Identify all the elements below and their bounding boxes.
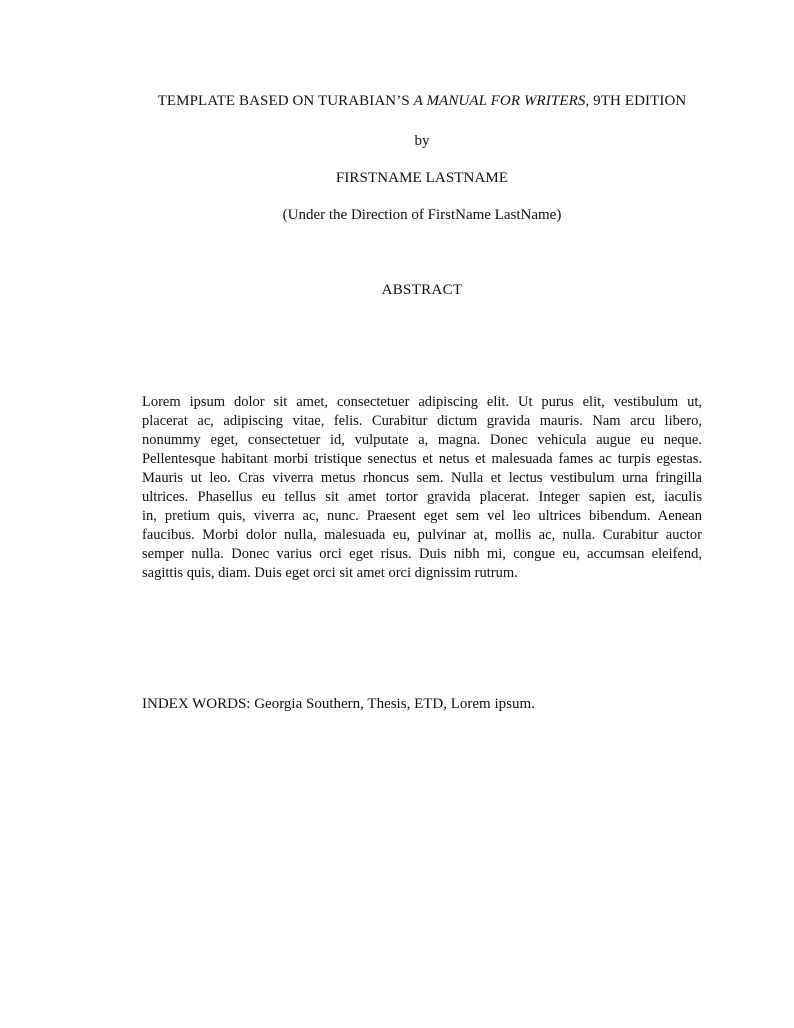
thesis-title xyxy=(142,93,702,109)
abstract-heading: ABSTRACT xyxy=(381,282,463,298)
byline: by xyxy=(414,133,430,149)
paragraph-line: Pellentesque habitant morbi tristique senectus et netus et malesuada fames ac turpis egestas. xyxy=(142,451,702,467)
paragraph-line: sagittis quis, diam. Duis eget orci sit amet orci dignissim rutrum. xyxy=(142,565,518,581)
paragraph-line: in, pretium quis, viverra ac, nunc. Praesent eget sem vel leo ultrices bibendum. Aenean xyxy=(142,508,702,524)
paragraph-line: placerat ac, adipiscing vitae, felis. Curabitur dictum gravida mauris. Nam arcu libero, xyxy=(142,413,702,429)
thesis-title-prefix: TEMPLATE BASED ON TURABIAN’S xyxy=(157,93,414,109)
author-name: FIRSTNAME LASTNAME xyxy=(335,170,509,186)
thesis-title-book-name: A MANUAL FOR WRITERS xyxy=(413,93,586,109)
paragraph-line: faucibus. Morbi dolor nulla, malesuada eu, pulvinar at, mollis ac, nulla. Curabitur auctor xyxy=(142,527,702,543)
paragraph-line: nonummy eget, consectetuer id, vulputate a, magna. Donec vehicula augue eu neque. xyxy=(142,432,702,448)
paragraph-line: semper nulla. Donec varius orci eget risus. Duis nibh mi, congue eu, accumsan eleifend, xyxy=(142,546,702,562)
index-words-line: INDEX WORDS: Georgia Southern, Thesis, ETD, Lorem ipsum. xyxy=(142,696,535,712)
abstract-paragraph xyxy=(142,393,702,583)
paragraph-line: Mauris ut leo. Cras viverra metus rhoncus sem. Nulla et lectus vestibulum urna fringilla xyxy=(142,470,702,486)
paragraph-line: Lorem ipsum dolor sit amet, consectetuer adipiscing elit. Ut purus elit, vestibulum ut, xyxy=(142,394,702,410)
thesis-title-suffix: , 9TH EDITION xyxy=(585,93,687,109)
paragraph-line: ultrices. Phasellus eu tellus sit amet tortor gravida placerat. Integer sapien est, iaculis xyxy=(142,489,702,505)
direction-line: (Under the Direction of FirstName LastName) xyxy=(282,207,562,223)
